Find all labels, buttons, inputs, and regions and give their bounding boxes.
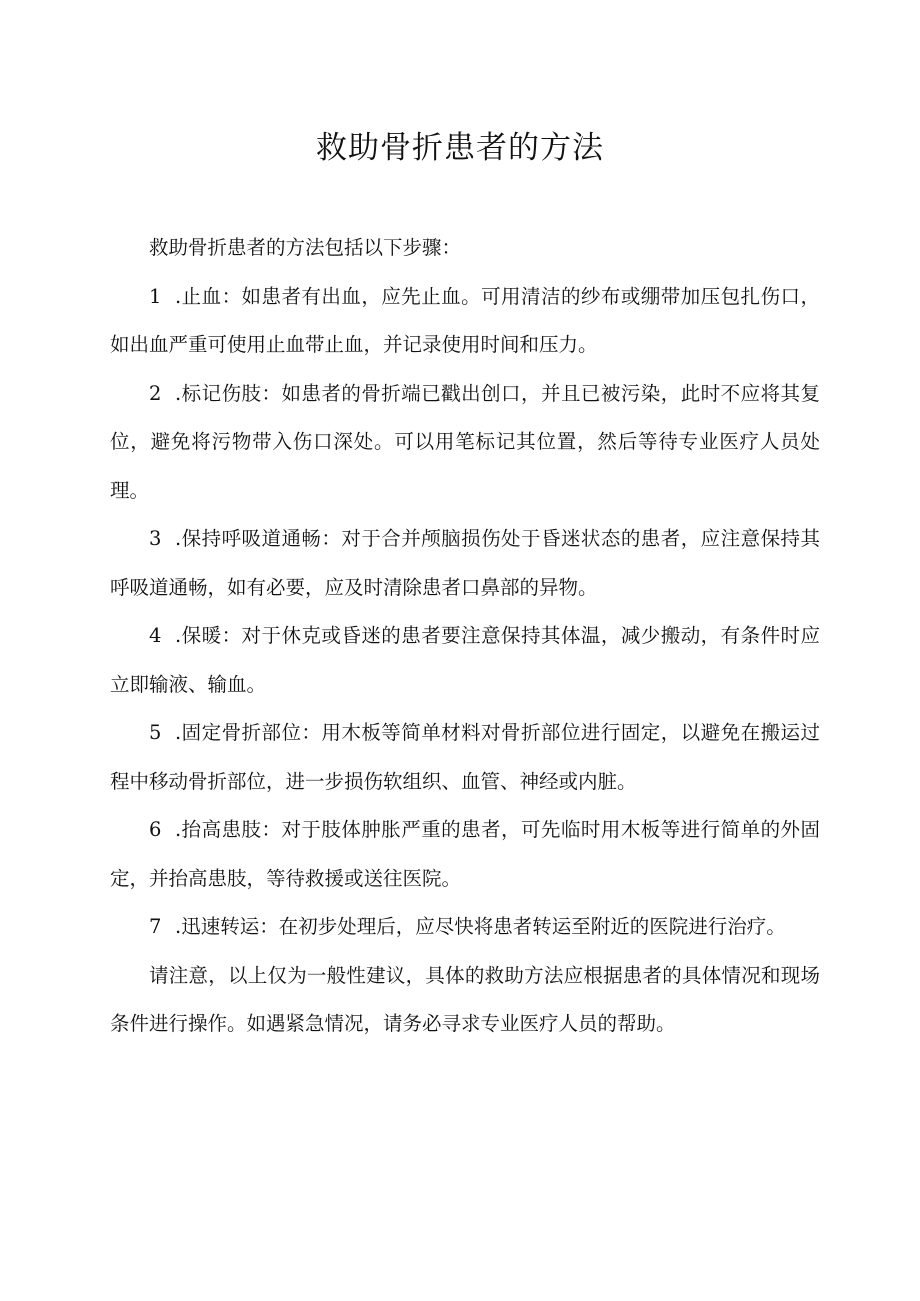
step-2-text: .标记伤肢：如患者的骨折端已戳出创口，并且已被污染，此时不应将其复位，避免将污物带入伤口深处。可以用笔标记其位置，然后等待专业医疗人员处理。 (110, 381, 820, 502)
step-6-text: .抬高患肢：对于肢体肿胀严重的患者，可先临时用木板等进行简单的外固定，并抬高患肢，等待救援或送往医院。 (110, 818, 820, 890)
step-1-number: 1 (149, 284, 162, 308)
step-6-number: 6 (149, 818, 162, 841)
step-7-text: .迅速转运：在初步处理后，应尽快将患者转运至附近的医院进行治疗。 (175, 915, 786, 938)
step-3-paragraph (110, 515, 820, 612)
step-3-number: 3 (149, 527, 162, 550)
step-1-text: .止血：如患者有出血，应先止血。可用清洁的纱布或绷带加压包扎伤口，如出血严重可使用止血带止血，并记录使用时间和压力。 (110, 284, 820, 356)
step-5-number: 5 (149, 721, 162, 744)
step-4-paragraph (110, 612, 820, 709)
document-body (110, 224, 820, 1049)
step-5-text: .固定骨折部位：用木板等简单材料对骨折部位进行固定，以避免在搬运过程中移动骨折部位，进一步损伤软组织、血管、神经或内脏。 (110, 721, 820, 793)
step-4-text: .保暖：对于休克或昏迷的患者要注意保持其体温，减少搬动，有条件时应立即输液、输血。 (110, 624, 820, 696)
note-paragraph: 请注意，以上仅为一般性建议，具体的救助方法应根据患者的具体情况和现场条件进行操作。如遇紧急情况，请务必寻求专业医疗人员的帮助。 (110, 963, 820, 1035)
step-1-paragraph (110, 273, 820, 370)
step-7-number: 7 (149, 915, 162, 938)
step-2-paragraph (110, 370, 820, 516)
step-7-paragraph (110, 903, 820, 952)
intro-paragraph: 救助骨折患者的方法包括以下步骤： (149, 236, 462, 259)
step-5-paragraph (110, 709, 820, 806)
document-title: 救助骨折患者的方法 (316, 130, 604, 166)
step-3-text: .保持呼吸道通畅：对于合并颅脑损伤处于昏迷状态的患者，应注意保持其呼吸道通畅，如有必要，应及时清除患者口鼻部的异物。 (110, 527, 820, 599)
step-4-number: 4 (149, 624, 162, 647)
step-2-number: 2 (149, 381, 162, 405)
step-6-paragraph (110, 806, 820, 903)
